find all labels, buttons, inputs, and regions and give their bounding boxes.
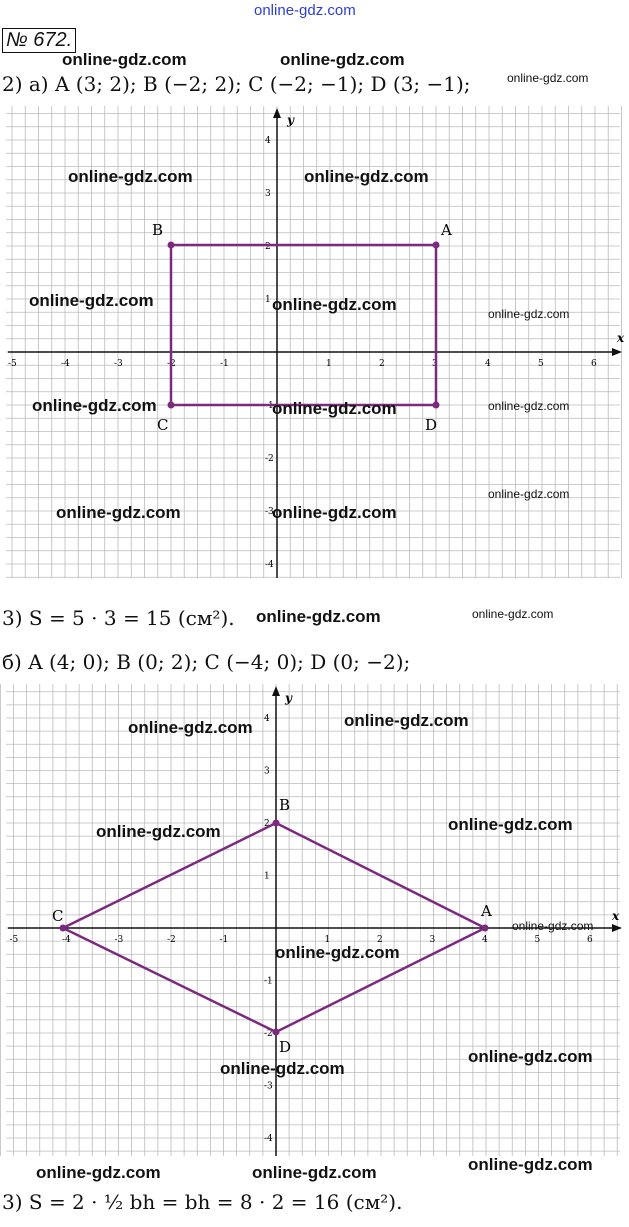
watermark: online-gdz.com [29,291,154,310]
y-tick-label: 4 [265,136,271,146]
watermark: online-gdz.com [128,718,253,737]
x-tick-label: 1 [324,935,331,945]
x-tick-label: -1 [220,359,229,369]
x-axis-label: x [617,331,625,345]
watermark: online-gdz.com [344,711,469,730]
x-tick-label: 4 [485,359,491,369]
watermark: online-gdz.com [68,167,193,186]
watermark: online-gdz.com [472,607,554,621]
y-axis-label: y [285,691,292,705]
point-c-label: C [52,907,64,925]
watermark: online-gdz.com [272,399,397,418]
x-tick-label: 6 [587,935,593,945]
watermark: online-gdz.com [512,919,594,933]
watermark: online-gdz.com [468,1047,593,1066]
watermark: online-gdz.com [36,1163,161,1182]
y-axis-label: y [287,113,294,127]
watermark: online-gdz.com [32,396,157,415]
watermark: online-gdz.com [62,50,187,69]
x-axis-label: x [612,909,620,923]
watermark: online-gdz.com [272,295,397,314]
watermark: online-gdz.com [488,399,570,413]
part-b-points-line: б) A (4; 0); B (0; 2); C (−4; 0); D (0; −2); [2,650,411,674]
y-tick-label: 1 [264,871,270,882]
y-axis-arrow [272,686,280,696]
watermark: online-gdz.com [220,1059,345,1078]
point-a-label: A [441,221,452,239]
watermark: online-gdz.com [252,1163,377,1182]
x-tick-label: -5 [9,935,19,945]
x-tick-label: -3 [114,935,124,945]
y-tick-label: -4 [265,560,274,570]
watermark: online-gdz.com [304,167,429,186]
point-c [168,402,175,409]
watermark: online-gdz.com [448,815,573,834]
y-tick-label: 1 [265,295,271,305]
x-tick-label: -2 [167,935,176,945]
point-b [273,820,280,827]
y-tick-label: 3 [264,766,270,777]
y-tick-label: 2 [265,242,271,252]
x-tick-label: 1 [326,359,332,369]
y-tick-label: -3 [264,1081,273,1092]
point-d-label: D [425,416,438,434]
x-tick-label: 5 [538,359,544,369]
y-axis-arrow [273,108,281,118]
y-tick-label: -2 [264,1029,273,1039]
watermark: online-gdz.com [488,307,570,321]
x-tick-label: 4 [482,935,488,945]
x-tick-label: -3 [114,359,123,369]
point-c-label: C [157,416,169,434]
x-tick-label: 3 [432,359,438,369]
y-tick-label: 2 [264,819,270,829]
part-a-area-line: 3) S = 5 · 3 = 15 (см²). [2,606,235,630]
x-tick-label: 6 [591,359,597,369]
x-axis-arrow [612,348,622,356]
point-b-label: B [152,221,164,239]
top-watermark[interactable]: online-gdz.com [254,2,356,19]
point-d-label: D [279,1038,292,1056]
x-tick-label: 2 [379,359,385,369]
watermark: online-gdz.com [468,1155,593,1174]
y-tick-label: -1 [264,976,273,987]
x-tick-label: -2 [167,359,176,369]
x-tick-label: -4 [61,359,70,369]
watermark: online-gdz.com [96,822,221,841]
y-tick-label: 3 [265,189,271,199]
watermark: online-gdz.com [275,943,400,962]
point-d [273,1029,280,1036]
watermark: online-gdz.com [507,71,589,85]
x-tick-label: 3 [429,935,436,945]
watermark: online-gdz.com [272,503,397,522]
y-tick-label: -3 [265,507,274,517]
part-b-area-line: 3) S = 2 · ½ bh = bh = 8 · 2 = 16 (см²). [2,1190,403,1214]
x-tick-label: -1 [219,935,229,945]
watermark: online-gdz.com [488,487,570,501]
point-b [168,242,175,249]
y-tick-label: -1 [265,401,274,411]
y-tick-label: -2 [265,454,274,464]
x-tick-label: -5 [8,359,17,369]
x-tick-label: -4 [62,935,71,945]
point-a [433,242,440,249]
y-tick-label: -4 [264,1134,273,1144]
problem-number: № 672. [2,28,76,53]
watermark: online-gdz.com [256,607,381,626]
point-a [482,925,489,932]
x-tick-label: 2 [377,935,383,945]
part-a-points-line: 2) а) A (3; 2); B (−2; 2); C (−2; −1); D (3; −1); [2,72,471,96]
watermark: online-gdz.com [280,50,405,69]
point-c [60,925,67,932]
watermark: online-gdz.com [56,503,181,522]
point-a-label: A [481,902,492,920]
point-d [433,402,440,409]
x-tick-label: 5 [534,935,541,945]
y-tick-label: 4 [264,714,270,724]
point-b-label: B [279,796,291,814]
